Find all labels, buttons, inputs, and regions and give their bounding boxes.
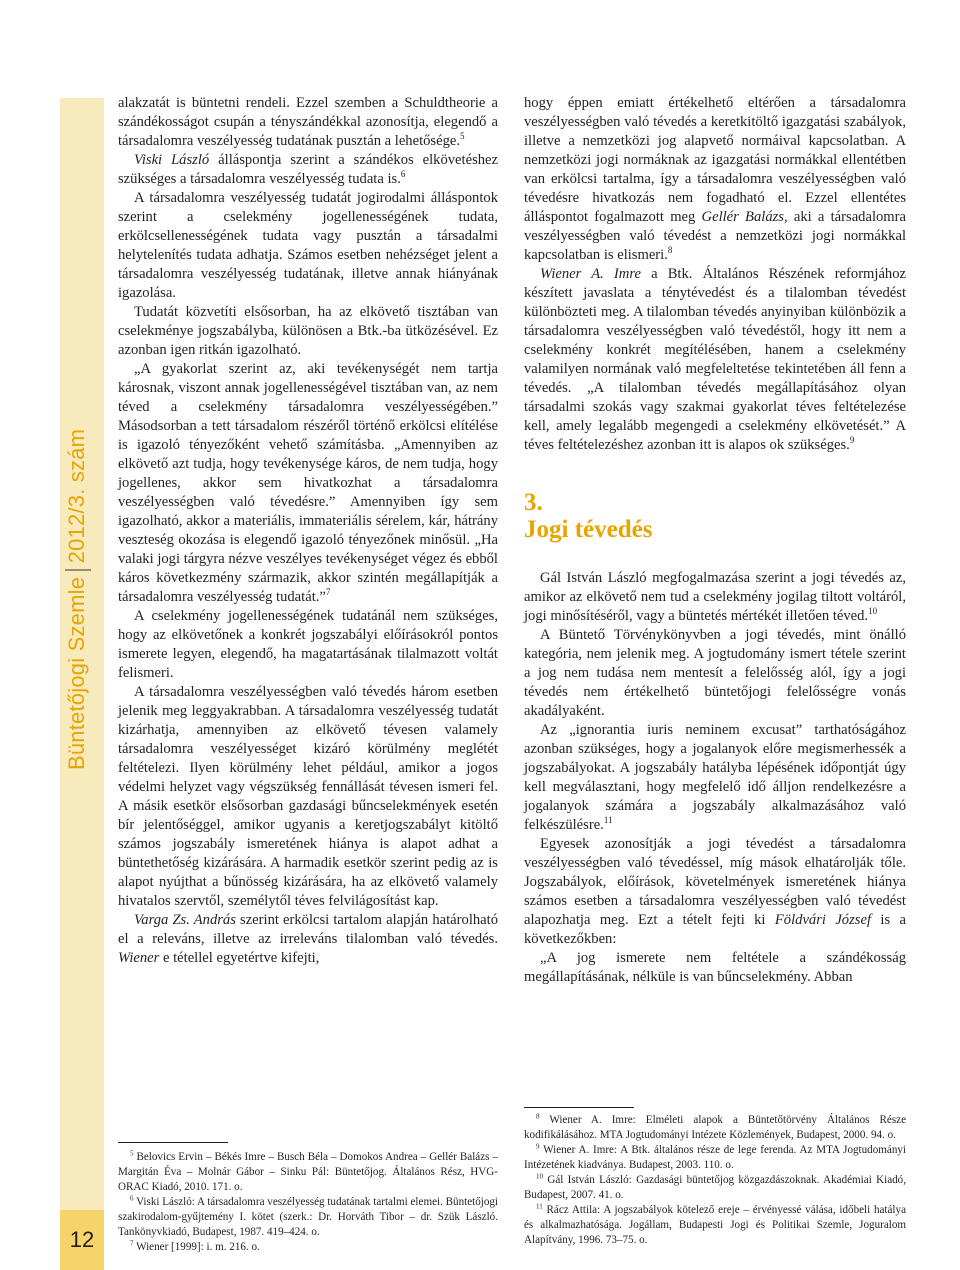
paragraph-text: Egyesek azonosítják a jogi tévedést a társadalomra veszélyességben való tévedéssel, míg mások elhatárolják tőle. Jogszabályok, előírások, követelmények ismeretének hiánya számos esetben a társadalomra veszélyességben való tévedést alapozhatja meg. Ezt a tételt fejti ki	[524, 836, 906, 928]
author-name: Viski László	[134, 152, 210, 168]
page-number	[60, 1210, 104, 1270]
footnote-text: Rácz Attila: A jogszabályok kötelező ereje – érvényessé válása, időbeli hatálya és alkalmazhatósága. Jogállam, Budapesti Jogi és Politikai Szemle, Joguralom Alapítvány, 1996. 73–75. o.	[524, 1204, 906, 1246]
journal-name: Büntetőjogi Szemle	[64, 576, 89, 770]
footnotes-right	[524, 1113, 906, 1248]
paragraph-text: álláspontja szerint a szándékos elkövetéshez szükséges a társadalomra veszélyesség tudata is.	[118, 152, 498, 187]
footnote-number: 11	[536, 1202, 543, 1211]
paragraph-text: alakzatát is büntetni rendeli. Ezzel szemben a Schuldtheorie a szándékosságot csupán a tényszándékkal azonosítja, elegendő a társadalomra veszélyesség tudatának pusztán a lehetősége.	[118, 95, 498, 149]
footnote-rule	[118, 1142, 228, 1143]
paragraph-text: hogy éppen emiatt értékelhető eltérően a társadalomra veszélyességben való tévedés a keretkitöltő igazgatási szabályok, illetve a nemzetközi jog alapvető normáival kapcsolatban. A nemzetközi jogi normáknak az igazgatási normákkal ellentétben van erkölcsi tartalma, így a társadalomra veszélyességben való tévedésre hivatkozás nem fogadható el. Ezzel ellentétes álláspontot fogalmazott meg	[524, 95, 906, 225]
paragraph-text: aki a társadalomra veszélyességben való tévedést a nemzetközi jogi normákkal kapcsolatban is elismeri.	[524, 209, 906, 263]
section-heading	[524, 489, 906, 543]
footnotes-left	[118, 1150, 498, 1255]
paragraph	[118, 360, 498, 607]
footnote-ref: 8	[667, 245, 673, 256]
footnote-ref: 11	[603, 815, 613, 826]
footnote-number: 6	[130, 1194, 134, 1203]
paragraph-text: A társadalomra veszélyesség tudatát jogirodalmi álláspontok szerint a cselekmény jogellenességének tudata, erkölcsellenességének tudata vagy pusztán a társadalmi helytelenítés tudata adhatja. Számos esetben nehézséget jelent a társadalomra veszélyesség tudatának, illetve annak hiányának igazolása.	[118, 190, 498, 301]
footnote	[118, 1150, 498, 1195]
footnote	[118, 1240, 498, 1255]
footnote-text: Wiener [1999]: i. m. 216. o.	[136, 1241, 260, 1253]
section-title: Jogi tévedés	[524, 516, 653, 543]
footnote-ref: 7	[325, 587, 331, 598]
paragraph-text: A társadalomra veszélyességben való tévedés három esetben jelenik meg leggyakrabban. A társadalomra veszélyesség tudatát kizárhatja, amennyiben az elkövető tévesen valamely társadalomra veszélyességet kizáró körülmény meglétét feltételezi. Ilyen körülmény lehet például, amikor a jogos védelmi helyzet vagy végszükség fennállását tévesen ismeri fel. A másik esetkör elsősorban gazdasági bűncselekmények esetén bír jelentőséggel, amikor ugyanis a keretjogszabályt kitöltő számos jogszabály ismeretének hiánya is alapot adhat a büntethetőség kizárására. A harmadik esetkör szerint pedig az is alapot nyújthat a bűnösség kizárására, ha az elkövető valamely hivatalos szervtől, személytől téves felvilágosítást kap.	[118, 684, 498, 909]
footnote-number: 8	[536, 1112, 540, 1121]
section-number: 3.	[524, 489, 543, 516]
right-column	[524, 94, 906, 987]
footnote-number: 5	[130, 1149, 134, 1158]
footnote-ref: 6	[400, 169, 406, 180]
paragraph	[524, 94, 906, 265]
paragraph	[118, 911, 498, 968]
footnote	[524, 1113, 906, 1143]
author-name: Wiener A. Imre	[540, 266, 641, 282]
footnote	[118, 1195, 498, 1240]
paragraph	[118, 607, 498, 683]
paragraph	[524, 626, 906, 721]
paragraph	[524, 265, 906, 455]
author-name: Gellér Balázs,	[701, 209, 788, 225]
author-name: Földvári József	[774, 912, 871, 928]
title-separator	[65, 569, 91, 571]
footnote-text: Wiener A. Imre: Elméleti alapok a Büntetőtörvény Általános Része kodifikálásához. MTA Jogtudományi Intézete Közlemények, Budapest, 2000. 94. o.	[524, 1114, 906, 1141]
paragraph-text: Gál István László megfogalmazása szerint a jogi tévedés az, amikor az elkövető nem tud a cselekmény jogilag tiltott voltáról, jogi minősítéséről, vagy a büntetés mértékét illetően téved.	[524, 570, 906, 624]
paragraph	[118, 189, 498, 303]
paragraph-text: „A jog ismerete nem feltétele a szándékosság megállapításának, nélküle is van bűncselekmény. Abban	[524, 950, 906, 985]
footnote-number: 10	[536, 1172, 543, 1181]
paragraph	[118, 151, 498, 189]
paragraph-text: szerint erkölcsi tartalom alapján határolható el a releváns, illetve az irreleváns tilalomban való tévedés.	[118, 912, 498, 947]
paragraph-text: A Büntető Törvénykönyvben a jogi tévedés, mint önálló kategória, nem jelenik meg. A jogtudomány ismert tétele szerint a jog nem tudása nem mentesít a felelősség alól, így a jogi tévedés nem értékelhető büntetőjogi felelősségre vonás akadályaként.	[524, 627, 906, 719]
footnote-number: 7	[130, 1239, 134, 1248]
footnote-text: Viski László: A társadalomra veszélyesség tudatának tartalmi elemei. Büntetőjogi szakirodalom-gyűjtemény I. kötet (szerk.: Dr. Horváth Tibor – dr. Szük László. Tankönyvkiadó, Budapest, 1987. 419–424. o.	[118, 1196, 499, 1238]
paragraph-text: „A gyakorlat szerint az, aki tevékenységét nem tartja károsnak, viszont annak jogellenességével tisztában van, az nem téved a cselekmény társadalomra veszélyességében.” Másodsorban a tett társadalom részéről történő erkölcsi elítélése is igazoló tényezőként vehető számításba. „Amennyiben az elkövető azt tudja, hogy tevékenysége káros, de nem tudja, hogy jogellenes, akkor sem hivatkozhat a társadalomra veszélyességben való tévedésre.” Amennyiben így sem igazolható, akkor a materiális, immateriális sérelem, kár, hátrány veszteség okozása is elegendő igazoló tényezőnek minősül. „Ha valaki jogi tárgyra nézve veszélyes tevékenységet végez és ebből káros következmény származik, akkor szintén megállapítják a társadalomra veszélyesség tudatát.”	[118, 361, 498, 605]
footnote-text: Belovics Ervin – Békés Imre – Busch Béla – Domokos Andrea – Gellér Balázs – Margitán Éva – Molnár Gábor – Sinku Pál: Büntetőjog. Általános Rész, HVG-ORAC Kiadó, 2010. 171. o.	[118, 1151, 498, 1193]
paragraph-text: a Btk. Általános Részének reformjához készített javaslata a ténytévedést és a tilalomban tévedést különbözteti meg. A tilalomban tévedés anyinyiban különbözik a társadalomra veszélyességben való tévedéstől, hogy itt nem a cselekmény konkrét megítélésében, hanem a cselekmény valamilyen normának való megfeleltetése tekintetében áll fenn a tévedés. „A tilalomban tévedés megállapításához olyan társadalmi szokás vagy szakmai gyakorlat téves feltételezése kell, amely legalább megengedi a cselekmény elkövetését.” A téves feltételezéshez azonban itt is alapos ok szükséges.	[524, 266, 907, 453]
author-name: Varga Zs. András	[134, 912, 236, 928]
page-number-text: 12	[69, 1227, 95, 1252]
footnote-number: 9	[536, 1142, 540, 1151]
footnote-ref: 9	[849, 435, 855, 446]
paragraph	[118, 94, 498, 151]
footnote-text: Wiener A. Imre: A Btk. általános része de lege ferenda. Az MTA Jogtudományi Intézetének kiadványa. Budapest, 2003. 110. o.	[524, 1144, 906, 1171]
journal-running-title	[64, 429, 91, 770]
paragraph-text: e tétellel egyetértve kifejti,	[159, 950, 320, 966]
paragraph	[524, 835, 906, 949]
paragraph-text: is a következőkben:	[524, 912, 906, 947]
paragraph	[118, 303, 498, 360]
footnote-text: Gál István László: Gazdasági büntetőjog közgazdászoknak. Akadémiai Kiadó, Budapest, 2007. 41. o.	[524, 1174, 906, 1201]
paragraph-text: Tudatát közvetíti elsősorban, ha az elkövető tisztában van cselekménye jogszabályba, különösen a Btk.-ba ütközésével. Ez azonban igen ritkán igazolható.	[118, 304, 498, 358]
author-name: Wiener	[118, 950, 160, 966]
footnote	[524, 1173, 906, 1203]
left-column	[118, 94, 498, 968]
paragraph	[524, 569, 906, 626]
footnote-rule	[524, 1107, 634, 1108]
footnote-ref: 5	[460, 131, 465, 142]
footnote	[524, 1203, 906, 1248]
paragraph	[524, 721, 906, 835]
paragraph-text: A cselekmény jogellenességének tudatánál nem szükséges, hogy az elkövetőnek a konkrét jogszabályi előírásokról pontos ismerete legyen, elegendő, ha magatartásának tilalmazott voltát felismeri.	[118, 608, 498, 681]
paragraph	[524, 949, 906, 987]
issue-label: 2012/3. szám	[64, 428, 89, 564]
paragraph-text: Az „ignorantia iuris neminem excusat” tarthatóságához azonban szükséges, hogy a jogalanyok előre megismerhessék a jogszabályokat. A jogszabály hatályba lépésének időpontját úgy kell megválasztani, hogy megfelelő idő álljon rendelkezésre a jogalanyok számára a jogszabály alkalmazásához való felkészülésre.	[524, 722, 906, 833]
footnote-ref: 10	[868, 606, 878, 617]
footnote	[524, 1143, 906, 1173]
paragraph	[118, 683, 498, 911]
